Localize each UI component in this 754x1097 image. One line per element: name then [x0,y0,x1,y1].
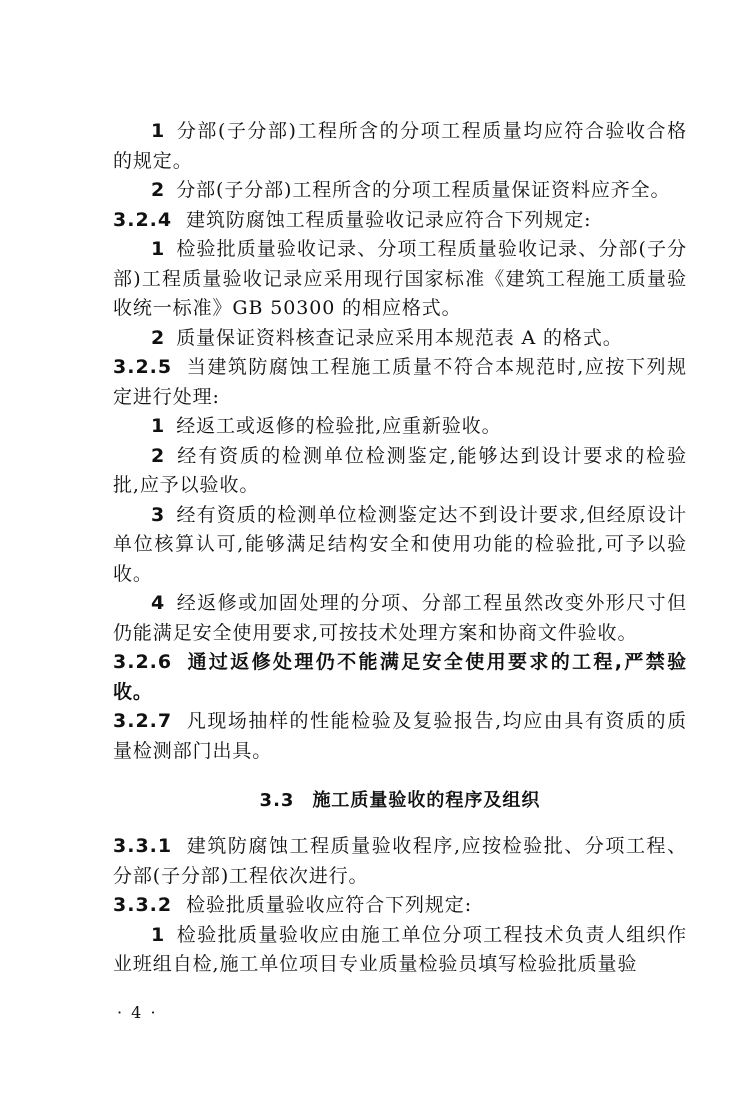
section-title: 施工质量验收的程序及组织 [312,790,541,811]
clause-text: 通过返修处理仍不能满足安全使用要求的工程,严禁验收。 [113,651,687,703]
clause-number: 3.3.2 [113,894,173,916]
item-text: 经有资质的检测单位检测鉴定,能够达到设计要求的检验批,应予以验收。 [113,444,687,496]
item-number: 2 [151,179,165,201]
section-heading [113,786,687,816]
section-number: 3.3 [259,790,295,811]
clause-number: 3.3.1 [113,835,173,857]
paragraph [113,412,687,442]
clause-number: 3.2.7 [113,710,173,732]
clause-text: 建筑防腐蚀工程质量验收程序,应按检验批、分项工程、分部(子分部)工程依次进行。 [113,835,687,887]
item-text: 经返工或返修的检验批,应重新验收。 [176,415,502,437]
item-text: 检验批质量验收记录、分项工程质量验收记录、分部(子分部)工程质量验收记录应采用现行国家标准《建筑工程施工质量验收统一标准》GB 50300 的相应格式。 [113,238,687,319]
clause-text: 建筑防腐蚀工程质量验收记录应符合下列规定: [186,208,592,231]
page-body [113,117,687,980]
page-number: · 4 · [117,1003,158,1022]
clause-3-2-6 [113,648,687,707]
item-text: 分部(子分部)工程所含的分项工程质量保证资料应齐全。 [176,179,671,201]
item-number: 1 [151,923,165,946]
clause-3-3-2 [113,891,687,921]
paragraph [113,117,687,176]
item-number: 3 [151,503,165,526]
item-text: 质量保证资料核查记录应采用本规范表 A 的格式。 [176,326,623,349]
clause-3-3-1 [113,832,687,891]
paragraph [113,235,687,324]
clause-number: 3.2.5 [113,356,173,378]
item-number: 2 [151,444,165,467]
item-number: 1 [151,238,165,260]
item-number: 2 [151,326,165,349]
item-number: 1 [151,120,165,142]
clause-text: 检验批质量验收应符合下列规定: [186,894,473,916]
item-text: 经有资质的检测单位检测鉴定达不到设计要求,但经原设计单位核算认可,能够满足结构安全和使用功能的检验批,可予以验收。 [113,503,687,585]
paragraph [113,921,687,980]
item-text: 分部(子分部)工程所含的分项工程质量均应符合验收合格的规定。 [113,120,687,172]
clause-3-2-4 [113,206,687,236]
clause-3-2-7 [113,707,687,766]
paragraph [113,501,687,590]
paragraph [113,442,687,501]
clause-number: 3.2.6 [113,651,173,673]
item-text: 检验批质量验收应由施工单位分项工程技术负责人组织作业班组自检,施工单位项目专业质量检验员填写检验批质量验 [113,923,687,975]
item-number: 4 [151,592,165,614]
clause-number: 3.2.4 [113,208,173,231]
item-text: 经返修或加固处理的分项、分部工程虽然改变外形尺寸但仍能满足安全使用要求,可按技术处理方案和协商文件验收。 [113,592,687,644]
paragraph [113,589,687,648]
clause-3-2-5 [113,353,687,412]
item-number: 1 [151,415,165,437]
clause-text: 凡现场抽样的性能检验及复验报告,均应由具有资质的质量检测部门出具。 [113,710,687,762]
clause-text: 当建筑防腐蚀工程施工质量不符合本规范时,应按下列规定进行处理: [113,356,687,408]
paragraph [113,324,687,354]
paragraph [113,176,687,206]
